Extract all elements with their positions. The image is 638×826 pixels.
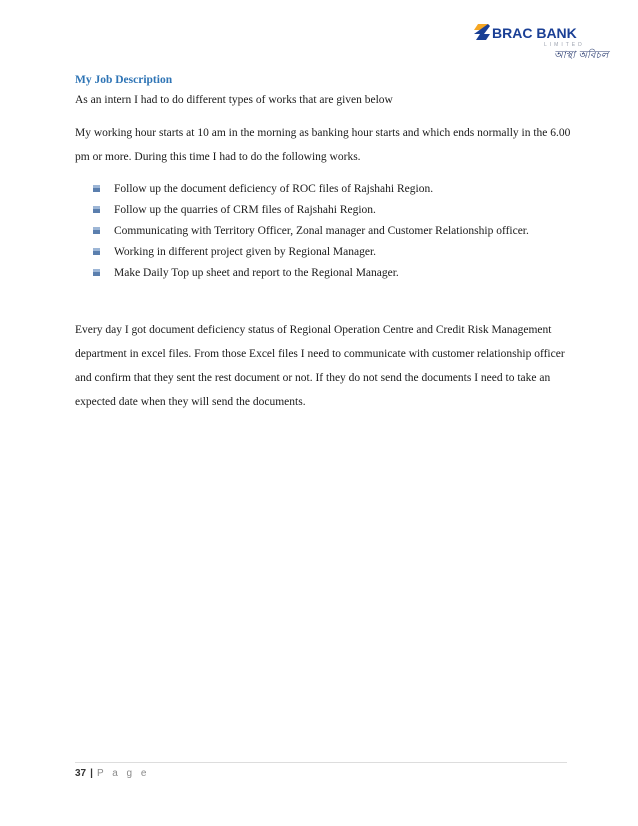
square-bullet-icon [93, 206, 100, 213]
list-item [75, 221, 575, 242]
task-list [75, 179, 575, 284]
list-item [75, 200, 575, 221]
logo-tagline-text: LIMITED [544, 42, 585, 48]
list-item [75, 179, 575, 200]
logo-bangla-text: আস্থা অবিচল [554, 50, 609, 61]
list-item-text: Make Daily Top up sheet and report to the Regional Manager. [114, 267, 399, 279]
page-footer [75, 762, 567, 779]
page-label: P a g e [96, 768, 150, 779]
list-item [75, 263, 575, 284]
square-bullet-icon [93, 185, 100, 192]
list-item-text: Communicating with Territory Officer, Zonal manager and Customer Relationship officer. [114, 225, 529, 237]
working-hours-paragraph: My working hour starts at 10 am in the morning as banking hour starts and which ends normally in the 6.00 pm or more. During this time I had to do the following works. [75, 127, 571, 163]
list-item-text: Follow up the document deficiency of ROC files of Rajshahi Region. [114, 183, 434, 195]
square-bullet-icon [93, 248, 100, 255]
section-heading: My Job Description [75, 74, 173, 86]
job-description-section [75, 72, 575, 414]
square-bullet-icon [93, 269, 100, 276]
page-number: 37 [75, 768, 87, 779]
list-item-text: Working in different project given by Regional Manager. [114, 246, 377, 258]
square-bullet-icon [93, 227, 100, 234]
list-item [75, 242, 575, 263]
brac-bank-logo [474, 24, 620, 64]
intro-text: As an intern I had to do different types of works that are given below [75, 94, 393, 106]
logo-brand-text: BRAC BANK [492, 25, 577, 41]
deficiency-paragraph: Every day I got document deficiency status of Regional Operation Centre and Credit Risk Management department in excel files. From those Excel files I need to communicate with customer relationship officer and confirm that they sent the rest document or not. If they do not send the documents I need to take an expected date when they will send the documents. [75, 324, 565, 408]
list-item-text: Follow up the quarries of CRM files of Rajshahi Region. [114, 204, 376, 216]
footer-separator: | [90, 768, 93, 779]
logo-mark-icon [474, 24, 490, 40]
